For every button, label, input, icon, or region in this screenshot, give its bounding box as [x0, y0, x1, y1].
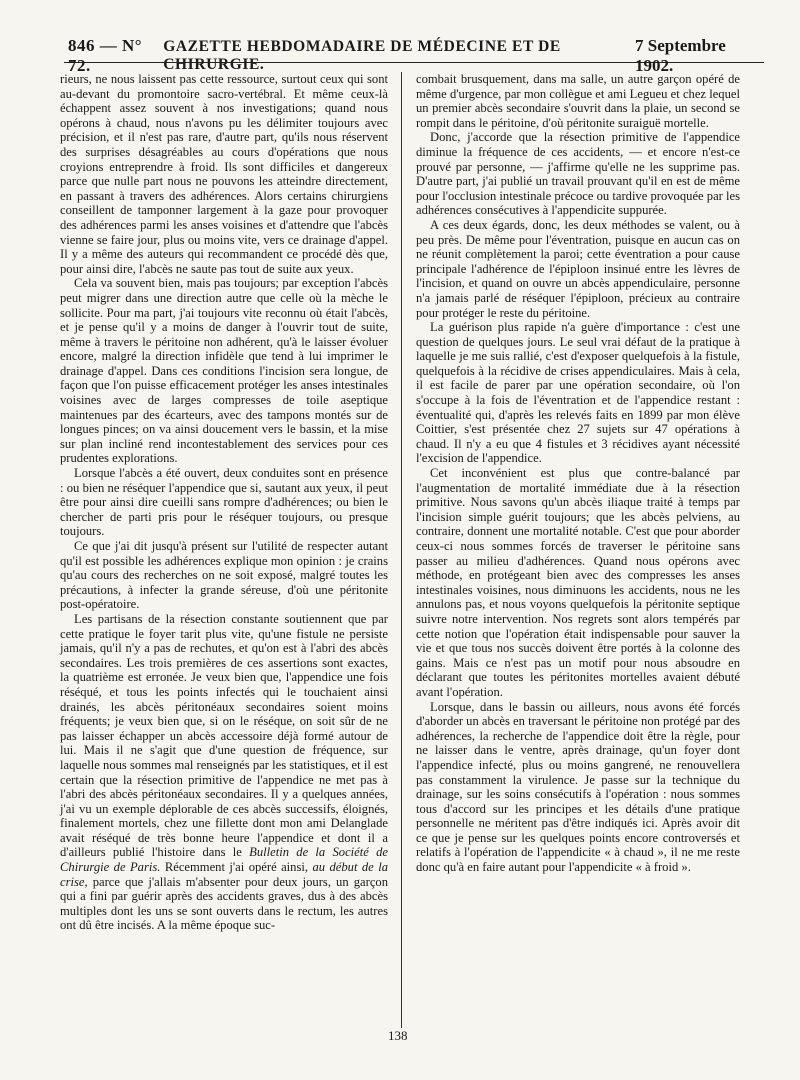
paragraph: La guérison plus rapide n'a guère d'importance : c'est une question de quelques jours. Le seul vrai défaut de la pratique à laquelle je me suis rallié, c'est d'exposer quelquefois à la fistule, quelquefois à la récidive de crises appendiculaires. Mais à cela, il est facile de parer par une opération secondaire, où l'on s'occupe à la fois de l'éventration et de l'appendice restant : éventualité qui, d'après les relevés faits en 1899 par mon élève Coittier, s'est présentée chez 27 sujets sur 47 opérations à chaud. Il n'y a eu que 4 fistules et 3 récidives ayant nécessité l'excision de l'appendice. [416, 320, 740, 466]
running-header [68, 36, 760, 75]
paragraph: rieurs, ne nous laissent pas cette ressource, surtout ceux qui sont au-devant du promontoire sacro-vertébral. Et même ceux-là échappent assez souvent à nos investigations; quand nous opérons à chaud, nous n'avons pu les délimiter toujours avec précision, et il n'est pas rare, d'autre part, qu'ils nous réservent des surprises désagréables au cours d'opérations que nous croyions entreprendre à froid. Ils sont difficiles et dangereux parce que nulle part nous ne pouvons les atteindre directement, en passant à travers des adhérences. Alors certains chirurgiens conseillent de tamponner largement à la gaze pour provoquer des adhérences parmi les anses voisines et d'attendre que l'abcès vienne se faire jour, plus ou moins vite, vers ce drainage d'appel. Il y a même des auteurs qui recommandent ce procédé dès que, pour ainsi dire, l'abcès ne saute pas tout de suite aux yeux. [60, 72, 388, 276]
journal-title: GAZETTE HEBDOMADAIRE DE MÉDECINE ET DE CHIRURGIE. [163, 38, 561, 73]
page-number: 846 — N° 72. [68, 36, 143, 75]
folio-number: 138 [388, 1028, 408, 1043]
paragraph: Lorsque l'abcès a été ouvert, deux conduites sont en présence : ou bien ne réséquer l'appendice que si, sautant aux yeux, il peut être pour ainsi dire cueilli sans rompre d'adhérences; ou bien le chercher de parti pris pour le réséquer toujours, ou presque toujours. [60, 466, 388, 539]
paragraph-text: Récemment j'ai opéré ainsi, [160, 860, 313, 875]
right-column [416, 72, 740, 875]
header-rule [64, 62, 764, 63]
paragraph: Donc, j'accorde que la résection primitive de l'appendice diminue la fréquence de ces accidents, — et encore n'est-ce prouvé par personne, — j'affirme qu'elle ne les supprime pas. D'autre part, j'ai publié un travail prouvant qu'il en est de même pour l'occlusion intestinale précoce ou tardive provoquée par les adhérences consécutives à l'appendicite suppurée. [416, 130, 740, 218]
paragraph-text: Les partisans de la résection constante soutiennent que par cette pratique le foyer tarit plus vite, qu'une fistule ne persiste jamais, qu'il n'y a pas de rechutes, et qu'on est à l'abri des abcès secondaires. Les trois premières de ces assertions sont exactes, la quatrième est erronée. Je veux bien que, l'appendice une fois réséqué, et tous les points infectés qui le touchaient ainsi drainés, les abcès péritonéaux secondaires soient moins fréquents; je veux bien que, si on le réséque, on soit sûr de ne pas laisser échapper un abcès accessoire déjà formé autour de lui. Mais il ne s'agit que d'une question de fréquence, sur laquelle nous sommes mal renseignés par les statistiques, et il est certain que la résection primitive de l'appendice ne met pas à l'abri des abcès péritonéaux secondaires. Il y a quelques années, j'ai vu un exemple déplorable de ces abcès successifs, éloignés, finalement mortels, chez une fillette dont mon ami Delanglade avait réséqué de très bonne heure l'appendice et dont il a d'ailleurs publié l'histoire dans le [60, 611, 388, 860]
paragraph [60, 612, 388, 933]
paragraph: Lorsque, dans le bassin ou ailleurs, nous avons été forcés d'aborder un abcès en traversant le péritoine non protégé par des adhérences, la recherche de l'appendice doit être la règle, pour ne laisser dans le ventre, après drainage, qu'un foyer dont l'appendice infecté, plus ou moins gangrené, ne renouvellera pas constamment la virulence. Je passe sur la technique du drainage, sur les soins consécutifs à l'opération : nous sommes tous d'accord sur les principes et les détails d'une pratique personnelle ne méritent pas d'être indiqués ici. Après avoir dit ce que je pense sur les quelques points encore controversés et relatifs à l'opération de l'appendicite « à chaud », il ne me reste donc qu'à en faire autant pour l'appendicite « à froid ». [416, 699, 740, 875]
column-divider [401, 72, 402, 1028]
bulletin-citation: Bulletin de la Société de Chirurgie de Paris. [60, 845, 388, 875]
paragraph: combait brusquement, dans ma salle, un autre garçon opéré de même d'urgence, par mon collègue et ami Legueu et chez lequel un premier abcès secondaire s'ouvrit dans la plaie, un second se rompit dans le péritoine, d'où péritonite suraiguë mortelle. [416, 72, 740, 130]
issue-date: 7 Septembre 1902. [635, 36, 726, 75]
paragraph: Cela va souvent bien, mais pas toujours; par exception l'abcès peut migrer dans une direction autre que celle où la mèche le sollicite. Pour ma part, j'ai toujours vite reconnu où était l'abcès, et je pense qu'il y a moins de danger à l'ouvrir tout de suite, même à travers le péritoine non adhérent, qu'à le laisser évoluer encore, malgré la direction infidèle que tend à lui imprimer le drainage d'appel. Dans ces conditions l'incision sera longue, de façon que l'on puisse efficacement protéger les anses intestinales voisines avec de larges compresses de toile aseptique maintenues par des écarteurs, avec des tampons montés sur de longues pinces; on va ainsi doucement vers le bassin, et la mise sur plan incliné rend incontestablement des services pour ces prudentes explorations. [60, 276, 388, 466]
left-column [60, 72, 388, 933]
paragraph: Cet inconvénient est plus que contre-balancé par l'augmentation de mortalité immédiate due à la résection primitive. Nous savons qu'un abcès iliaque traité à temps par l'incision simple guérit toujours; que les abcès pelviens, au contraire, donnent une mortalité notable. C'est que pour aborder ceux-ci nous sommes forcés de traverser le péritoine sans passer au milieu d'adhérences. Quand nous opérons avec méthode, en protégeant bien avec des compresses les anses intestinales voisines, nous diminuons les accidents, nous ne les annulons pas, et nous voyons quelquefois la péritonite septique suivre notre intervention. Nos regrets sont alors tempérés par cette notion que l'opération était indispensable pour sauver la vie et que tous nos succès doivent être portés à la colonne des gains. Mais ce n'est pas un motif pour nous absoudre en déclarant que toutes les péritonites mortelles avaient débuté avant l'opération. [416, 466, 740, 699]
paragraph: A ces deux égards, donc, les deux méthodes se valent, ou à peu près. De même pour l'éventration, puisque en aucun cas on ne réunit complètement la paroi; cette éventration a pour cause principale l'adhérence de l'épiploon insinué entre les lèvres de l'incision, et quand on ouvre un abcès appendiculaire, personne n'a jamais parlé de réséquer l'épiploon, précieux au contraire pour protéger le reste du péritoine. [416, 217, 740, 320]
paragraph: Ce que j'ai dit jusqu'à présent sur l'utilité de respecter autant qu'il est possible les adhérences explique mon opinion : je crains qu'au cours des recherches on ne soit exposé, malgré toutes les précautions, à infecter la grande séreuse, d'où une péritonite post-opératoire. [60, 539, 388, 612]
paragraph-text: parce que j'allais m'absenter pour deux jours, un garçon qui a fini par guérir après des accidents graves, dus à des abcès multiples dont les uns se sont ouverts dans le rectum, les autres ont dû être incisés. A la même époque suc- [60, 874, 388, 933]
emphasis-text: au début de la crise, [60, 860, 388, 889]
